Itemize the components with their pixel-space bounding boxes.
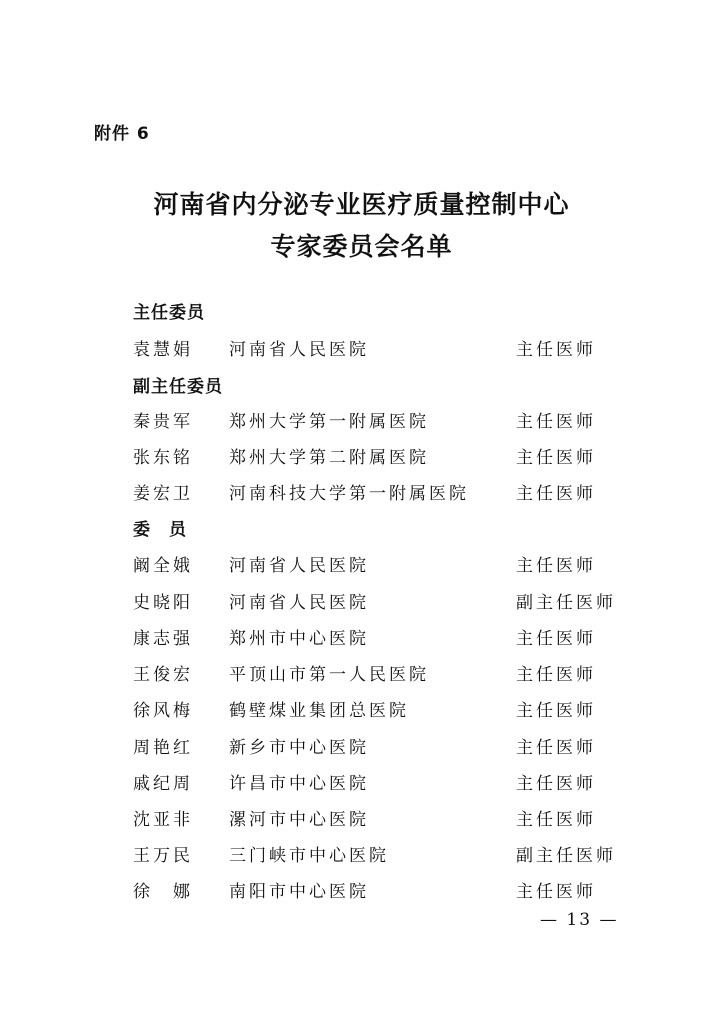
member-org: 郑州大学第二附属医院 (229, 448, 429, 468)
member-rank: 主任医师 (516, 412, 596, 432)
member-rank: 主任医师 (516, 701, 596, 721)
member-rank: 主任医师 (516, 774, 596, 794)
member-org: 南阳市中心医院 (229, 882, 369, 902)
member-row (0, 443, 723, 471)
member-name: 张东铭 (133, 448, 193, 468)
member-name: 秦贵军 (133, 412, 193, 432)
member-rank: 主任医师 (516, 448, 596, 468)
member-rank: 主任医师 (516, 556, 596, 576)
member-org: 河南省人民医院 (229, 556, 369, 576)
member-org: 许昌市中心医院 (229, 774, 369, 794)
member-row (0, 551, 723, 579)
member-row (0, 588, 723, 616)
member-row (0, 407, 723, 435)
section-heading-chair: 主任委员 (133, 303, 205, 323)
member-rank: 主任医师 (516, 882, 596, 902)
member-org: 河南科技大学第一附属医院 (229, 484, 469, 504)
member-row (0, 624, 723, 652)
attachment-label: 附件 6 (94, 124, 150, 144)
member-row (0, 733, 723, 761)
member-name: 王万民 (133, 846, 193, 866)
member-name: 康志强 (133, 629, 193, 649)
member-org: 漯河市中心医院 (229, 810, 369, 830)
member-name: 王俊宏 (133, 665, 193, 685)
member-rank: 主任医师 (516, 629, 596, 649)
member-row (0, 841, 723, 869)
member-row (0, 696, 723, 724)
member-name: 徐 娜 (133, 882, 193, 902)
member-row (0, 877, 723, 905)
section-heading-vice-chair: 副主任委员 (133, 377, 223, 397)
member-org: 新乡市中心医院 (229, 738, 369, 758)
document-title-line-1: 河南省内分泌专业医疗质量控制中心 (153, 190, 570, 219)
member-org: 郑州大学第一附属医院 (229, 412, 429, 432)
member-org: 河南省人民医院 (229, 340, 369, 360)
member-name: 姜宏卫 (133, 484, 193, 504)
member-rank: 主任医师 (516, 665, 596, 685)
member-org: 平顶山市第一人民医院 (229, 665, 429, 685)
member-name: 阚全娥 (133, 556, 193, 576)
page-number: — 13 — (540, 910, 619, 930)
member-name: 周艳红 (133, 738, 193, 758)
section-heading-members: 委 员 (133, 520, 187, 540)
member-name: 沈亚非 (133, 810, 193, 830)
member-org: 河南省人民医院 (229, 593, 369, 613)
member-row (0, 335, 723, 363)
member-org: 郑州市中心医院 (229, 629, 369, 649)
member-rank: 主任医师 (516, 484, 596, 504)
member-rank: 主任医师 (516, 340, 596, 360)
member-name: 徐风梅 (133, 701, 193, 721)
member-row (0, 805, 723, 833)
member-name: 戚纪周 (133, 774, 193, 794)
member-name: 袁慧娟 (133, 340, 193, 360)
member-row (0, 479, 723, 507)
document-title-line-2: 专家委员会名单 (270, 232, 453, 261)
member-name: 史晓阳 (133, 593, 193, 613)
member-rank: 副主任医师 (516, 593, 616, 613)
member-rank: 副主任医师 (516, 846, 616, 866)
member-row (0, 769, 723, 797)
member-row (0, 660, 723, 688)
member-org: 三门峡市中心医院 (229, 846, 389, 866)
member-rank: 主任医师 (516, 810, 596, 830)
member-rank: 主任医师 (516, 738, 596, 758)
member-org: 鹤壁煤业集团总医院 (229, 701, 409, 721)
